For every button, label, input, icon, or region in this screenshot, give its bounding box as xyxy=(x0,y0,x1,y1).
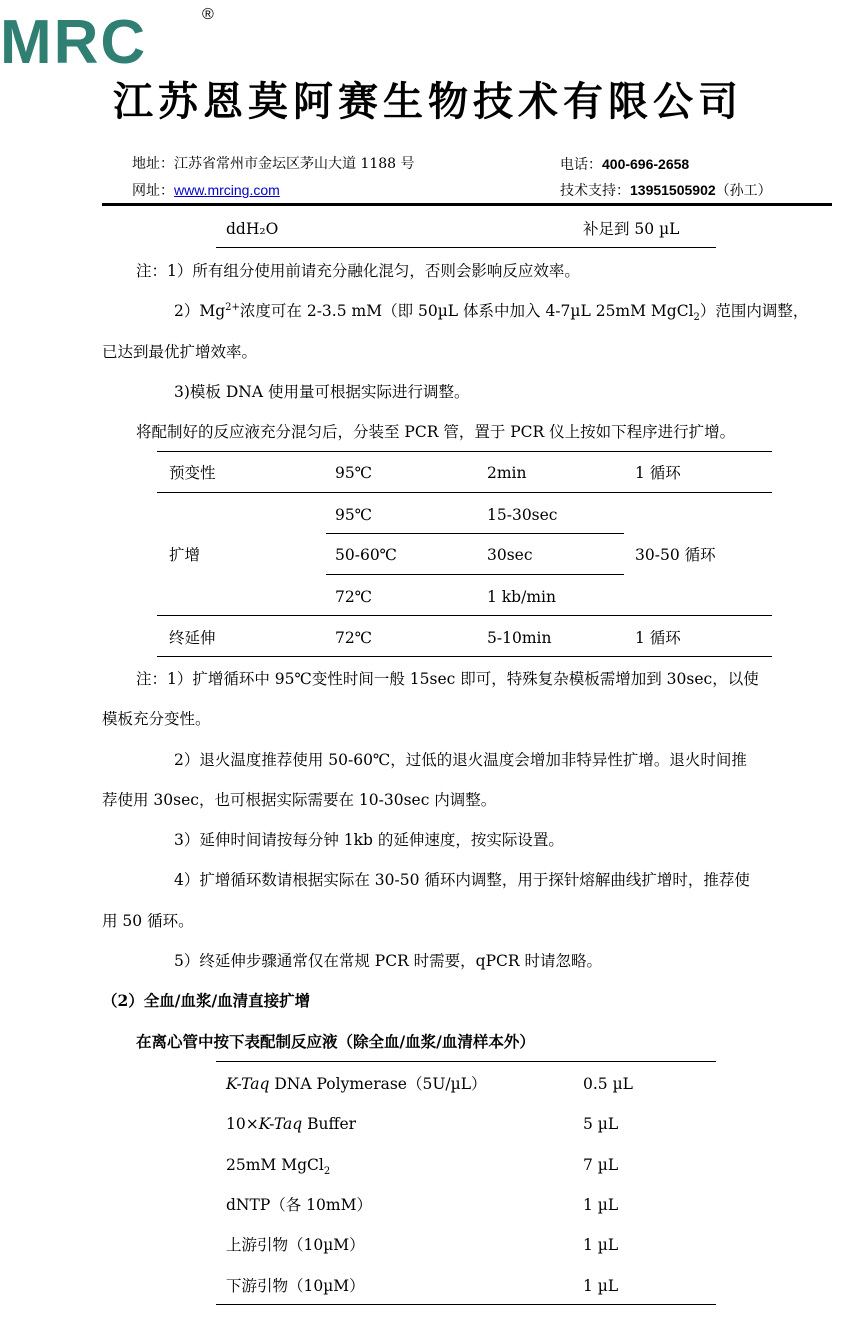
program-table-bottom-rule xyxy=(157,656,772,657)
phone-line xyxy=(560,154,689,175)
reagent-amount: 1 µL xyxy=(583,1236,619,1254)
support-person: （孙工） xyxy=(715,183,772,199)
reagent-name-text: DNA Polymerase（5U/µL） xyxy=(269,1075,487,1093)
registered-mark: ® xyxy=(202,6,214,23)
reagent-name xyxy=(226,1073,486,1095)
row-rule xyxy=(157,492,772,493)
note-2-sup: 2+ xyxy=(225,301,240,313)
note-1: 注：1）所有组分使用前请充分融化混匀，否则会影响反应效率。 xyxy=(136,262,580,280)
note2-2: 2）退火温度推荐使用 50-60℃，过低的退火温度会增加非特异性扩增。退火时间推 xyxy=(174,751,747,769)
support-line xyxy=(560,180,772,201)
ddh2o-label: ddH₂O xyxy=(226,220,279,238)
row-rule xyxy=(326,574,624,575)
reagent-name-text: Buffer xyxy=(302,1115,357,1133)
instruction: 将配制好的反应液充分混匀后，分装至 PCR 管，置于 PCR 仪上按如下程序进行扩增。 xyxy=(136,423,736,441)
temp-cell: 72℃ xyxy=(335,588,373,606)
reagent-name-italic: K-Taq xyxy=(258,1115,303,1133)
row-rule xyxy=(157,615,772,616)
note-3: 3)模板 DNA 使用量可根据实际进行调整。 xyxy=(174,383,470,401)
section-subheading: 在离心管中按下表配制反应液（除全血/血浆/血清样本外） xyxy=(136,1032,535,1051)
program-table-top-rule xyxy=(157,451,772,452)
note-2-pre: 2）Mg xyxy=(174,302,226,320)
time-cell: 5-10min xyxy=(487,629,552,647)
reagent-amount: 1 µL xyxy=(583,1277,619,1295)
note2-4-continued: 用 50 循环。 xyxy=(102,912,194,930)
time-cell: 15-30sec xyxy=(487,506,558,524)
reagent-name-text: 25mM MgCl xyxy=(226,1156,324,1174)
note-2-continued: 已达到最优扩增效率。 xyxy=(102,343,258,361)
phone-label: 电话： xyxy=(560,157,602,173)
ddh2o-amount: 补足到 50 µL xyxy=(583,220,680,238)
table-bottom-rule xyxy=(216,247,716,248)
stage-predenature: 预变性 xyxy=(169,464,216,482)
note-2-mid: 浓度可在 2-3.5 mM（即 50µL 体系中加入 4-7µL 25mM MgCl xyxy=(239,302,694,320)
reagent-name: 上游引物（10µM） xyxy=(226,1236,365,1254)
note2-5: 5）终延伸步骤通常仅在常规 PCR 时需要，qPCR 时请忽略。 xyxy=(174,952,602,970)
company-name: 江苏恩莫阿赛生物技术有限公司 xyxy=(113,78,743,125)
reagent-amount: 7 µL xyxy=(583,1156,619,1174)
website-link[interactable]: www.mrcing.com xyxy=(174,182,280,198)
note2-3: 3）延伸时间请按每分钟 1kb 的延伸速度，按实际设置。 xyxy=(174,831,564,849)
address-line xyxy=(132,154,415,174)
reagent-amount: 1 µL xyxy=(583,1196,619,1214)
temp-cell: 95℃ xyxy=(335,506,373,524)
reagent-table-top-rule xyxy=(216,1061,716,1062)
cycles-cell: 1 循环 xyxy=(635,629,681,647)
reagent-name: dNTP（各 10mM） xyxy=(226,1196,372,1214)
header-divider xyxy=(102,203,832,206)
reagent-name-sub: 2 xyxy=(323,1166,331,1178)
address-label: 地址： xyxy=(132,156,174,172)
time-cell: 30sec xyxy=(487,546,533,564)
temp-cell: 72℃ xyxy=(335,629,373,647)
time-cell: 1 kb/min xyxy=(487,588,556,606)
stage-amplify: 扩增 xyxy=(169,546,201,564)
note-2 xyxy=(174,300,808,322)
time-cell: 2min xyxy=(487,464,527,482)
note-2-sub: 2 xyxy=(693,312,700,324)
reagent-name-italic: K-Taq xyxy=(226,1075,270,1093)
note2-4: 4）扩增循环数请根据实际在 30-50 循环内调整，用于探针熔解曲线扩增时，推荐使 xyxy=(174,871,750,889)
support-label: 技术支持： xyxy=(560,183,630,199)
support-phone: 13951505902 xyxy=(630,182,716,198)
temp-cell: 95℃ xyxy=(335,464,373,482)
phone: 400-696-2658 xyxy=(602,156,690,172)
note2-2-continued: 荐使用 30sec，也可根据实际需要在 10-30sec 内调整。 xyxy=(102,791,497,809)
temp-cell: 50-60℃ xyxy=(335,546,398,564)
reagent-table-bottom-rule xyxy=(216,1304,716,1305)
reagent-name xyxy=(226,1113,356,1135)
company-logo: MRC xyxy=(0,8,148,77)
note2-1-continued: 模板充分变性。 xyxy=(102,710,211,728)
reagent-amount: 0.5 µL xyxy=(583,1075,633,1093)
row-rule xyxy=(326,533,624,534)
reagent-name xyxy=(226,1154,330,1176)
reagent-amount: 5 µL xyxy=(583,1115,619,1133)
cycles-cell: 1 循环 xyxy=(635,464,681,482)
address: 江苏省常州市金坛区茅山大道 1188 号 xyxy=(174,156,415,172)
section-heading: （2）全血/血浆/血清直接扩增 xyxy=(102,991,311,1010)
website-line xyxy=(132,180,280,201)
stage-final-extension: 终延伸 xyxy=(169,629,216,647)
reagent-name: 下游引物（10µM） xyxy=(226,1277,365,1295)
note-2-end: ）范围内调整， xyxy=(699,302,809,320)
reagent-name-prefix: 10× xyxy=(226,1115,259,1133)
website-label: 网址： xyxy=(132,183,174,199)
note2-1: 注：1）扩增循环中 95℃变性时间一般 15sec 即可，特殊复杂模板需增加到 30sec，以使 xyxy=(136,670,759,688)
cycles-amplify: 30-50 循环 xyxy=(635,546,716,564)
